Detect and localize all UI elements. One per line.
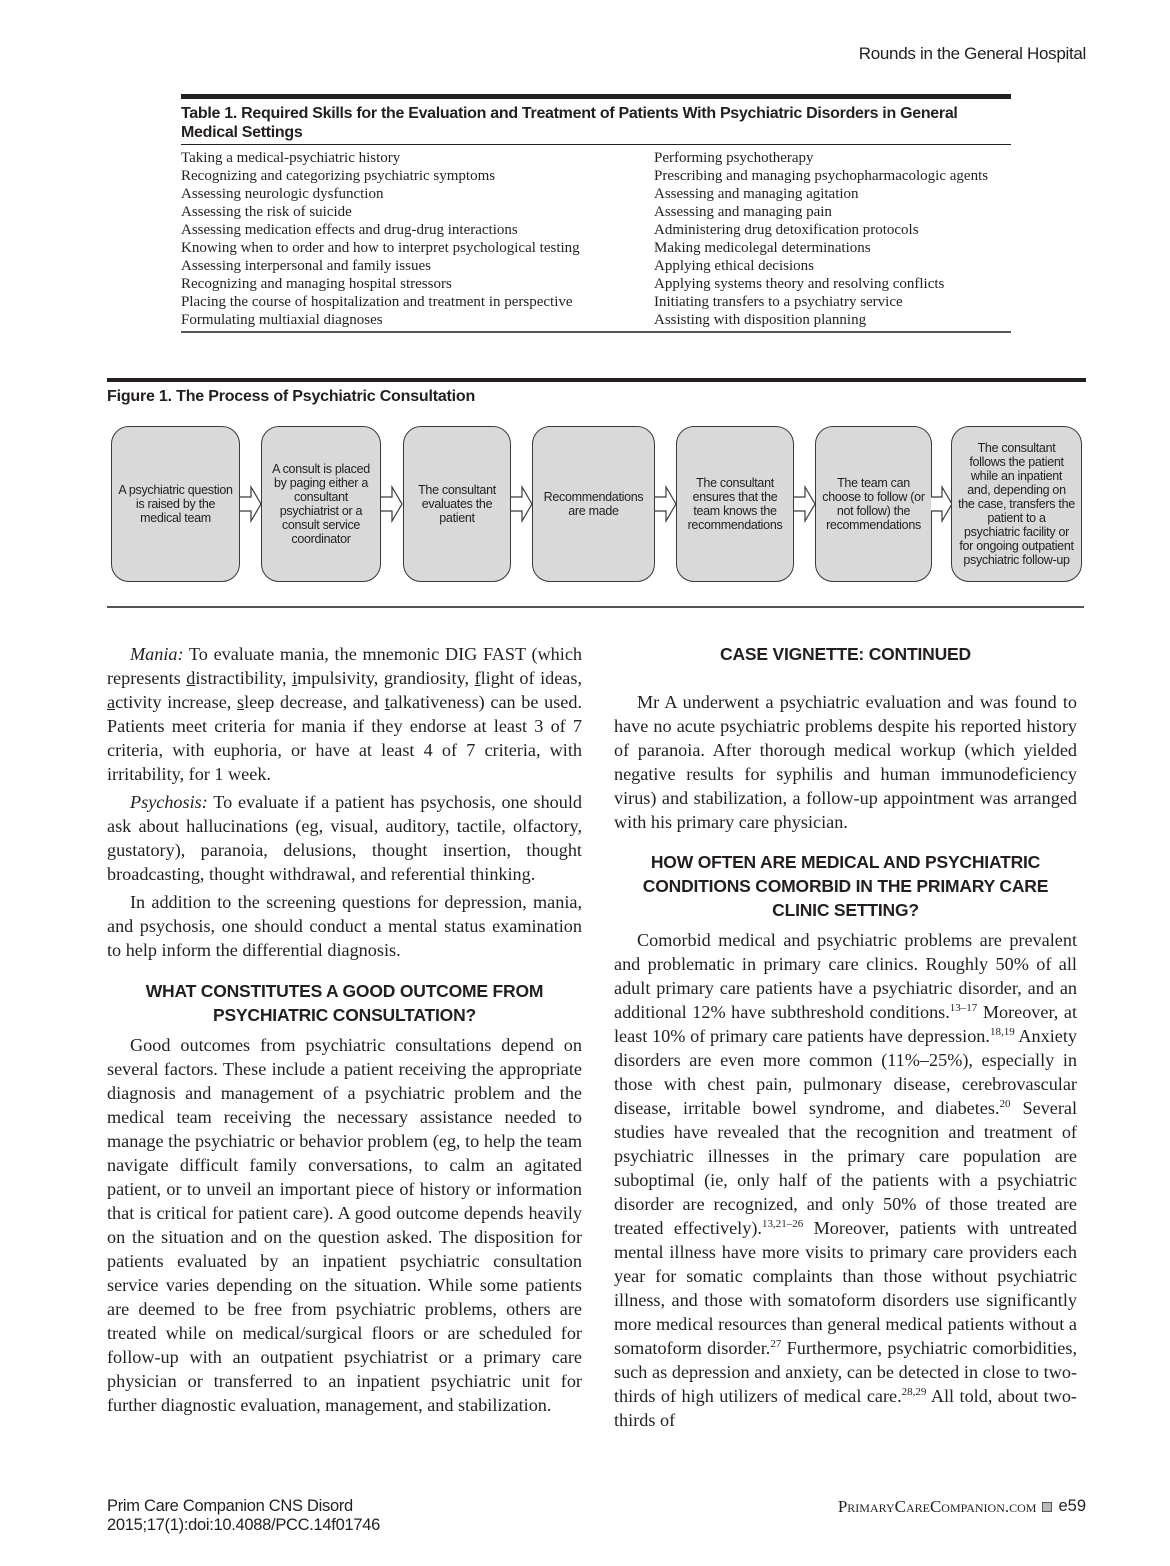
table-cell: Assisting with disposition planning [654, 312, 867, 328]
flow-step-7: The consultant follows the patient while an inpatient and, depending on the case, transfers the patient to a psychiatric facility or for ongoing outpatient psychiatric follow-up [951, 426, 1082, 582]
table-header-rule [181, 144, 1011, 145]
flow-step-5: The consultant ensures that the team knows the recommendations [676, 426, 794, 582]
table-title: Table 1. Required Skills for the Evaluation and Treatment of Patients With Psychiatric Disorders in General Medical Settings [181, 105, 958, 141]
citation-ref: 13,21–26 [761, 1218, 804, 1230]
table-cell: Assessing and managing pain [654, 204, 832, 220]
table-body [181, 149, 1011, 329]
run-in-label: Mania: [130, 644, 184, 664]
footer-citation [107, 1497, 380, 1535]
arrow-right-icon [794, 485, 816, 523]
figure-bottom-rule [107, 606, 1084, 608]
table-cell: Applying systems theory and resolving conflicts [654, 276, 945, 292]
flow-step-2: A consult is placed by paging either a consultant psychiatrist or a consult service coordinator [261, 426, 381, 582]
table-cell: Initiating transfers to a psychiatry service [654, 294, 903, 310]
flow-step-1: A psychiatric question is raised by the medical team [111, 426, 240, 582]
table-cell: Assessing neurologic dysfunction [181, 186, 384, 202]
figure-1 [107, 378, 1086, 608]
table-cell: Making medicolegal determinations [654, 240, 871, 256]
square-bullet-icon [1042, 1502, 1052, 1512]
citation-ref: 13–17 [949, 1002, 978, 1014]
table-cell: Formulating multiaxial diagnoses [181, 312, 383, 328]
table-cell: Assessing the risk of suicide [181, 204, 352, 220]
flow-step-6: The team can choose to follow (or not follow) the recommendations [815, 426, 932, 582]
table-cell: Assessing medication effects and drug-drug interactions [181, 222, 518, 238]
citation-ref: 27 [770, 1338, 782, 1350]
arrow-right-icon [381, 485, 403, 523]
site-name: PrimaryCareCompanion.com [837, 1497, 1037, 1516]
paragraph-mania: Mania: To evaluate mania, the mnemonic DIG FAST (which represents distractibility, impulsivity, grandiosity, flight of ideas, activity increase, sleep decrease, and talkativeness) can be used. Patients meet criteria for mania if they endorse at least 3 of 7 criteria, with euphoria, or have at least 4 of 7 criteria, with irritability, for 1 week. [107, 644, 582, 784]
doi-citation: 2015;17(1):doi:10.4088/PCC.14f01746 [107, 1516, 380, 1534]
section-heading-outcome: WHAT CONSTITUTES A GOOD OUTCOME FROM PSYCHIATRIC CONSULTATION? [145, 981, 544, 1025]
table-cell: Assessing and managing agitation [654, 186, 859, 202]
table-1 [181, 94, 1011, 333]
left-text-column [107, 642, 582, 1417]
table-left-column [181, 149, 654, 329]
table-cell: Prescribing and managing psychopharmacologic agents [654, 168, 989, 184]
table-cell: Applying ethical decisions [654, 258, 814, 274]
paragraph-addition: In addition to the screening questions for depression, mania, and psychosis, one should conduct a mental status examination to help inform the differential diagnosis. [107, 892, 582, 960]
flow-step-4: Recommendations are made [532, 426, 655, 582]
citation-ref: 28,29 [901, 1386, 927, 1398]
flowchart [107, 426, 1086, 584]
journal-name: Prim Care Companion CNS Disord [107, 1497, 353, 1515]
paragraph-psychosis: Psychosis: To evaluate if a patient has psychosis, one should ask about hallucinations (eg, visual, auditory, tactile, olfactory, gustatory), paranoia, delusions, thought insertion, thought broadcasting, thought withdrawal, and referential thinking. [107, 792, 582, 884]
table-right-column [654, 149, 988, 329]
running-head: Rounds in the General Hospital [858, 44, 1086, 63]
arrow-right-icon [511, 485, 533, 523]
table-cell: Performing psychotherapy [654, 150, 814, 166]
arrow-right-icon [240, 485, 262, 523]
page-number: e59 [1058, 1497, 1086, 1515]
right-text-column [614, 642, 1077, 1432]
citation-ref: 18,19 [989, 1026, 1015, 1038]
table-bottom-rule [181, 331, 1011, 333]
paragraph-comorbid: Comorbid medical and psychiatric problems are prevalent and problematic in primary care clinics. Roughly 50% of all adult primary care patients have a psychiatric disorder, and an additional 12% have subthreshold conditions.$^{13-17}$ Moreover, at least 10% of primary care patients have depression.$^{18,19}$ Anxiety disorders are even more common (11%–25%), especially in those with chest pain, pulmonary disease, cerebrovascular disease, irritable bowel syndrome, and diabetes.$^{20}$ Several studies have revealed that the recognition and treatment of psychiatric illnesses in the primary care population are suboptimal (ie, only half of the patients with a psychiatric disorder are recognized, and only 50% of those treated are treated effectively).$^{13,21-26}$ Moreover, patients with untreated mental illness have more visits to primary care providers each year for somatic complaints than those without psychiatric illness, and those with somatoform disorders use significantly more medical resources than general medical patients without a somatoform disorder.$^{27}$ Furthermore, psychiatric comorbidities, such as depression and anxiety, can be detected in close to two-thirds of high utilizers of medical care.$^{28,29}$ All told, about two-thirds of [614, 930, 1078, 1430]
section-heading-comorbid: HOW OFTEN ARE MEDICAL AND PSYCHIATRIC CONDITIONS COMORBID IN THE PRIMARY CARE CLINIC SETTING? [642, 852, 1049, 920]
table-cell: Recognizing and managing hospital stressors [181, 276, 452, 292]
table-cell: Knowing when to order and how to interpret psychological testing [181, 240, 580, 256]
table-cell: Taking a medical-psychiatric history [181, 150, 401, 166]
paragraph-case: Mr A underwent a psychiatric evaluation and was found to have no acute psychiatric problems despite his reported history of paranoia. After thorough medical workup (which yielded negative results for syphilis and human immunodeficiency virus) and stabilization, a follow-up appointment was arranged with his primary care physician. [614, 692, 1077, 832]
figure-title: Figure 1. The Process of Psychiatric Consultation [107, 388, 476, 405]
table-cell: Assessing interpersonal and family issues [181, 258, 431, 274]
figure-top-rule [107, 378, 1086, 382]
flow-step-3: The consultant evaluates the patient [403, 426, 511, 582]
table-cell: Placing the course of hospitalization and treatment in perspective [181, 294, 573, 310]
table-top-rule [181, 94, 1011, 99]
arrow-right-icon [655, 485, 677, 523]
paragraph-outcome: Good outcomes from psychiatric consultations depend on several factors. These include a patient receiving the appropriate diagnosis and management of a psychiatric problem and the medical team receiving the necessary assistance needed to manage the psychiatric or behavior problem (eg, to help the team navigate difficult family conversations, to calm an agitated patient, or to unveil an important piece of history or information that is critical for patient care). A good outcome depends heavily on the situation and on the question asked. The disposition for patients evaluated by an inpatient psychiatric consultation service varies depending on the situation. While some patients are deemed to be free from psychiatric problems, others are treated while on medical/surgical floors or are scheduled for follow-up with an outpatient psychiatrist or a primary care physician or transferred to an inpatient psychiatric unit for further diagnostic evaluation, management, and stabilization. [107, 1035, 582, 1415]
table-cell: Administering drug detoxification protocols [654, 222, 919, 238]
run-in-label: Psychosis: [130, 792, 208, 812]
citation-ref: 20 [999, 1098, 1011, 1110]
section-heading-case-vignette: CASE VIGNETTE: CONTINUED [720, 644, 971, 664]
arrow-right-icon [931, 485, 953, 523]
footer-site [838, 1497, 1086, 1516]
table-cell: Recognizing and categorizing psychiatric symptoms [181, 168, 496, 184]
